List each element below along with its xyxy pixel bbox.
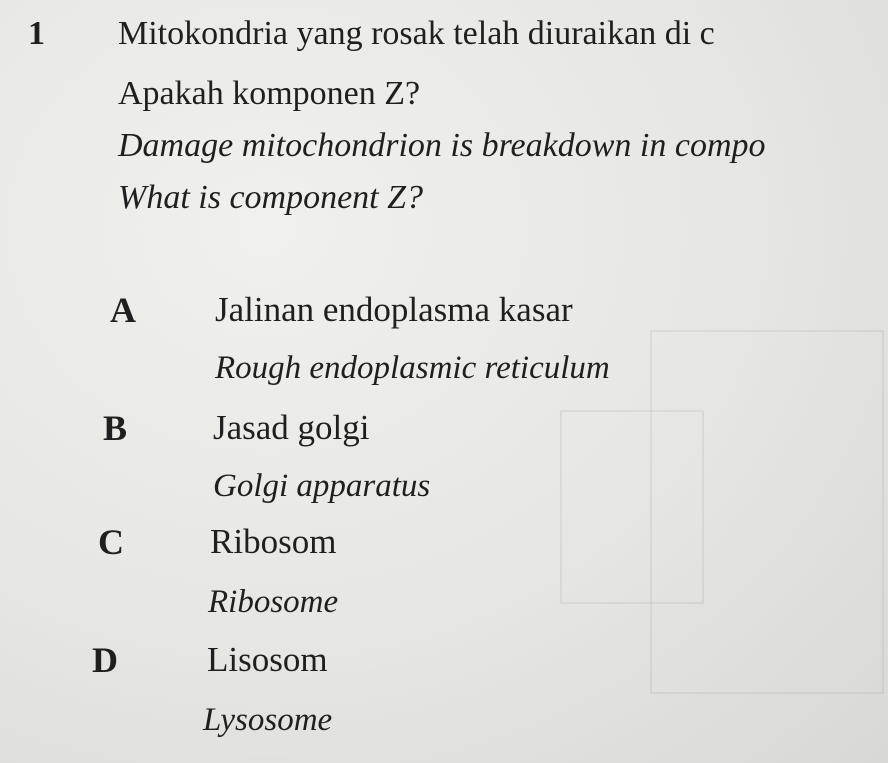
question-text-malay: Mitokondria yang rosak telah diuraikan di c — [118, 15, 715, 52]
option-a-letter: A — [110, 290, 136, 330]
option-c-english: Ribosome — [208, 584, 339, 620]
bleed-through-box — [650, 330, 884, 694]
question-prompt-malay: Apakah komponen Z? — [118, 75, 421, 112]
option-c-letter: C — [98, 522, 124, 562]
option-c-malay: Ribosom — [210, 522, 337, 561]
option-b-english: Golgi apparatus — [213, 468, 431, 504]
option-a-malay: Jalinan endoplasma kasar — [215, 290, 573, 329]
question-prompt-english: What is component Z? — [118, 179, 424, 216]
option-a-english: Rough endoplasmic reticulum — [215, 350, 610, 386]
question-number: 1 — [28, 15, 45, 52]
option-d-malay: Lisosom — [207, 640, 328, 679]
option-b-letter: B — [103, 408, 128, 448]
option-d-english: Lysosome — [203, 702, 333, 738]
option-b-malay: Jasad golgi — [213, 408, 370, 447]
option-d-letter: D — [92, 640, 118, 680]
question-text-english: Damage mitochondrion is breakdown in compo — [118, 127, 766, 164]
